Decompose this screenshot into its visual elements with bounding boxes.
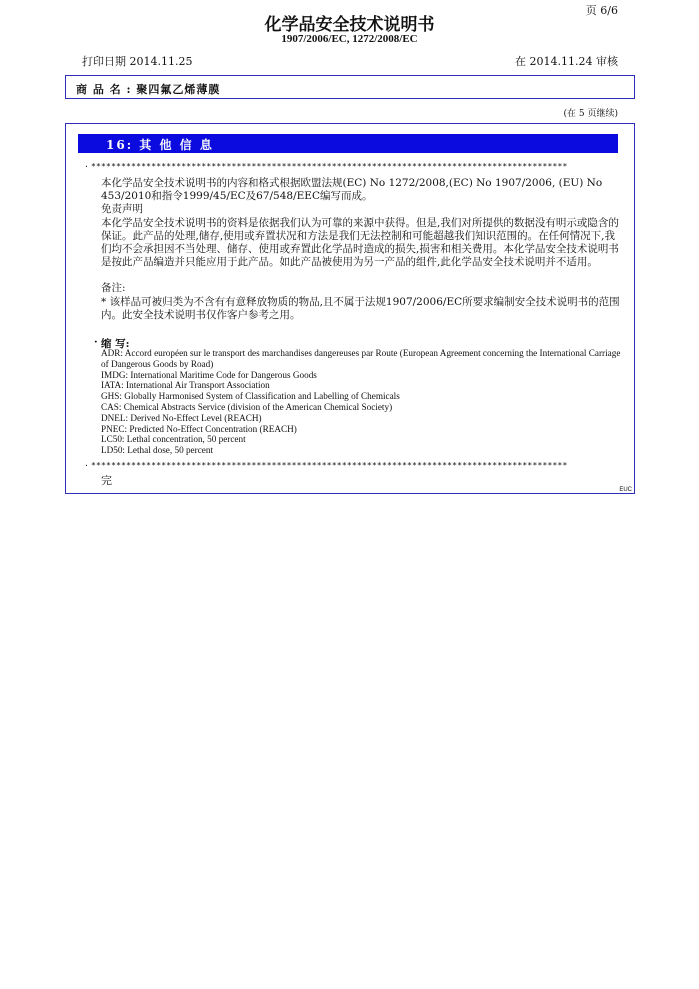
page-number: 页 6/6 — [585, 4, 618, 17]
revision-date: 在 2014.11.24 审核 — [515, 55, 618, 68]
disclaimer-heading: 免责声明 — [101, 203, 143, 216]
remark-paragraph: * 该样品可被归类为不含有有意释放物质的物品,且不属于法规1907/2006/EC所要求编制安全技术说明书的范围内。此安全技术说明书仅作客户参考之用。 — [101, 295, 620, 321]
euc-mark: EUC — [619, 487, 632, 493]
product-name-box — [65, 75, 635, 99]
regulation-paragraph: 本化学品安全技术说明书的内容和格式根据欧盟法规(EC) No 1272/2008,(EC) No 1907/2006, (EU) No 453/2010和指令1999/45/EC及67/548/EEC编写而成。 — [101, 177, 603, 203]
remark-heading: 备注: — [101, 282, 126, 295]
abbr-item: LC50: Lethal concentration, 50 percent — [101, 434, 246, 445]
continued-note: (在 5 页继续) — [563, 109, 618, 119]
end-marker: 完 — [101, 474, 112, 487]
abbreviations-list — [101, 348, 621, 456]
abbr-item: IMDG: International Maritime Code for Dangerous Goods — [101, 369, 317, 380]
abbreviations-title: · 缩 写: — [94, 336, 130, 350]
abbr-item: DNEL: Derived No-Effect Level (REACH) — [101, 412, 262, 423]
abbr-item: CAS: Chemical Abstracts Service (division of the American Chemical Society) — [101, 401, 393, 412]
separator-bottom: · *********************************************************************************************** — [84, 461, 568, 470]
abbr-item: ADR: Accord européen sur le transport des marchandises dangereuses par Route (European Agreement concerning the International Carriage of Dangerous Goods by Road) — [101, 348, 621, 369]
section-header: 16: 其 他 信 息 — [78, 134, 618, 153]
abbr-item: GHS: Globally Harmonised System of Classification and Labelling of Chemicals — [101, 391, 400, 402]
product-name: 商 品 名 : 聚四氟乙烯薄膜 — [76, 83, 221, 96]
print-date: 打印日期 2014.11.25 — [82, 55, 193, 68]
abbr-item: IATA: International Air Transport Association — [101, 380, 270, 391]
document-subtitle: 1907/2006/EC, 1272/2008/EC — [281, 33, 418, 45]
section-text — [101, 177, 621, 322]
disclaimer-paragraph: 本化学品安全技术说明书的资料是依据我们认为可靠的来源中获得。但是,我们对所提供的数据没有明示或隐含的保证。此产品的处理,储存,使用或弃置状况和方法是我们无法控制和可能超越我们知识范围的。在任何情况下,我们均不会承担因不当处理、储存、使用或弃置此化学品时造成的损失,损害和相关费用。本化学品安全技术说明书是按此产品编造并只能应用于此产品。如此产品被使用为另一产品的组件,此化学品安全技术说明并不适用。 — [101, 216, 619, 269]
separator-top: · *********************************************************************************************** — [84, 162, 568, 171]
abbr-item: LD50: Lethal dose, 50 percent — [101, 445, 213, 456]
abbr-item: PNEC: Predicted No-Effect Concentration (REACH) — [101, 423, 297, 434]
document-title: 化学品安全技术说明书 — [264, 15, 435, 35]
section-16-box — [65, 123, 635, 494]
